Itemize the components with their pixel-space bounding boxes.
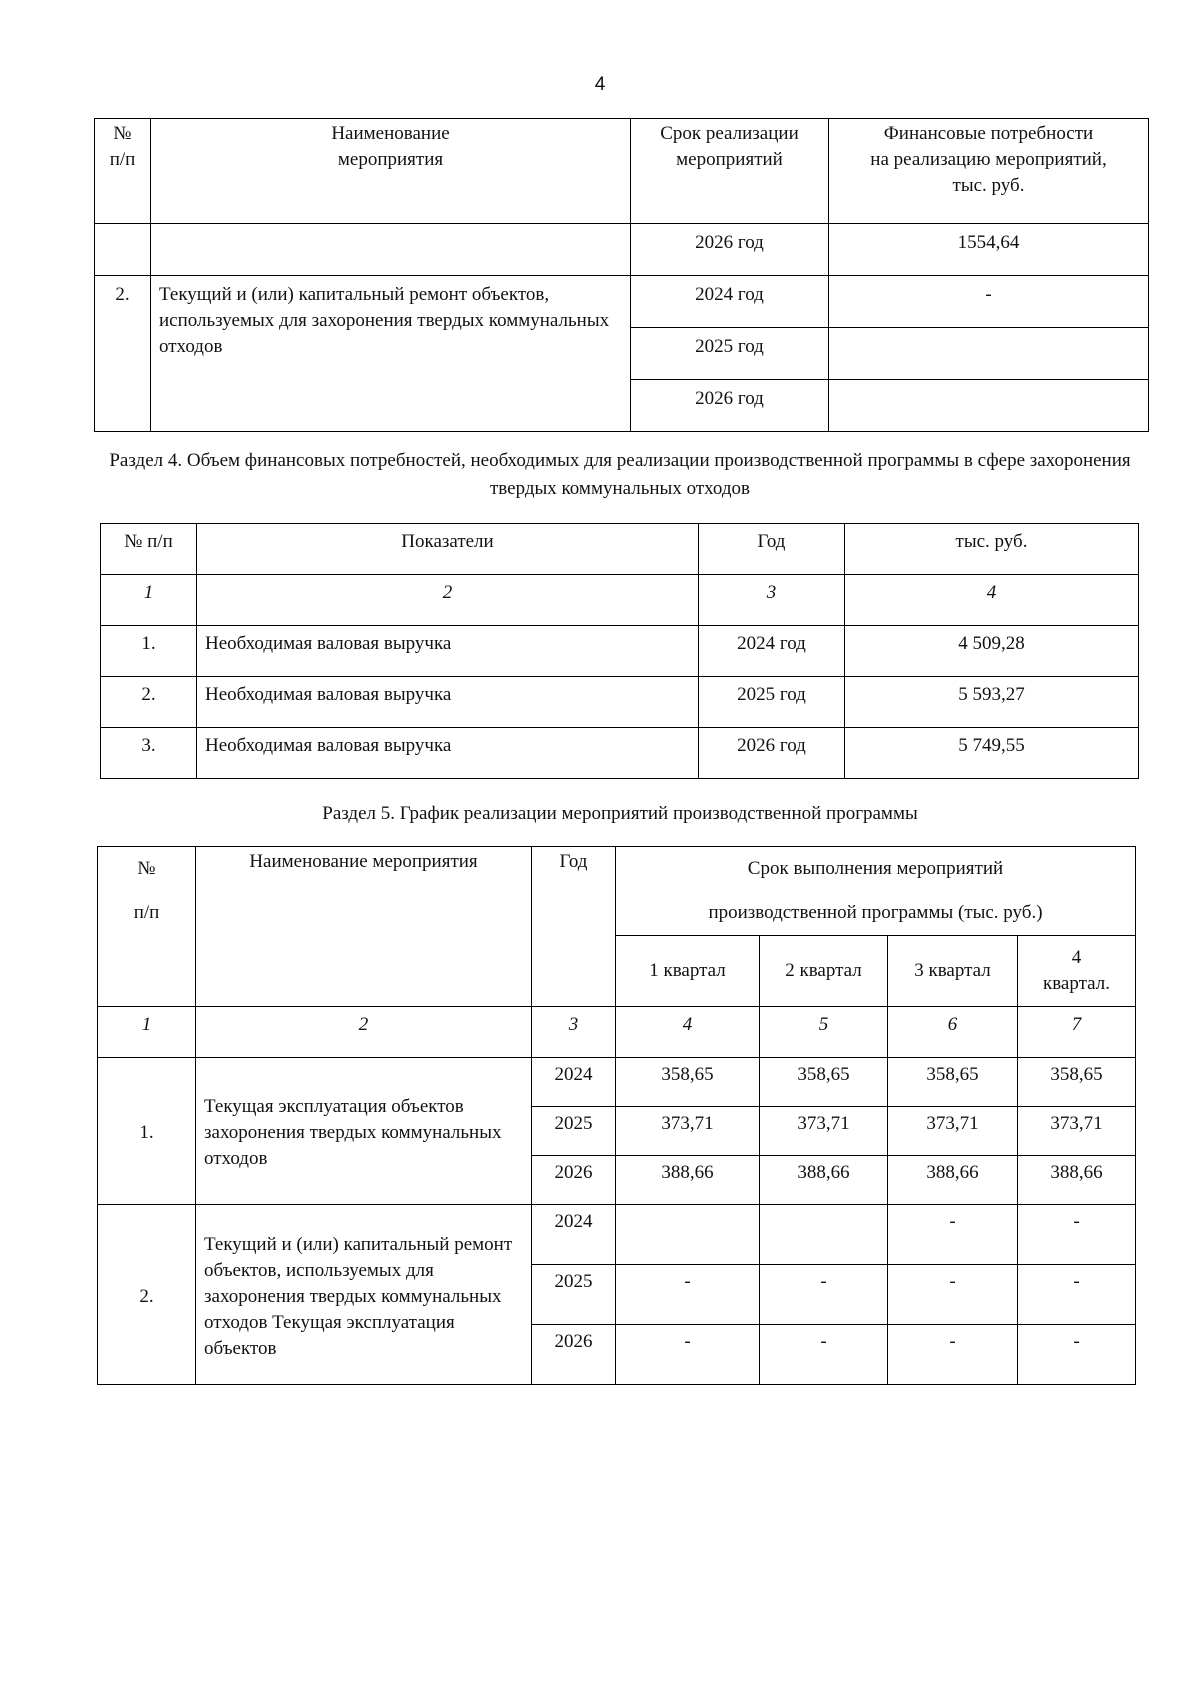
header-finance: Финансовые потребности на реализацию мероприятий, тыс. руб. <box>829 119 1149 224</box>
table-row <box>95 276 1149 328</box>
cell-amount <box>829 328 1149 380</box>
table-header-row <box>95 119 1149 224</box>
cell-q4: 373,71 <box>1018 1107 1136 1156</box>
col-number: 5 <box>760 1007 888 1058</box>
table-row <box>95 224 1149 276</box>
cell-num: 2. <box>98 1205 196 1385</box>
cell-q1: 388,66 <box>616 1156 760 1205</box>
col-number: 2 <box>197 575 699 626</box>
cell-indicator: Необходимая валовая выручка <box>197 626 699 677</box>
cell-empty <box>151 224 631 276</box>
col-number: 2 <box>196 1007 532 1058</box>
header-quarter-1: 1 квартал <box>616 936 760 1007</box>
cell-indicator: Необходимая валовая выручка <box>197 728 699 779</box>
cell-q2 <box>760 1205 888 1265</box>
cell-amount: - <box>829 276 1149 328</box>
table-row <box>101 626 1139 677</box>
header-quarter-2: 2 квартал <box>760 936 888 1007</box>
section5-heading: Раздел 5. График реализации мероприятий производственной программы <box>322 803 918 824</box>
cell-q2: - <box>760 1265 888 1325</box>
cell-q2: 388,66 <box>760 1156 888 1205</box>
cell-q3: - <box>888 1265 1018 1325</box>
table-row <box>101 677 1139 728</box>
cell-q3: - <box>888 1205 1018 1265</box>
cell-year: 2026 год <box>631 380 829 432</box>
header-quarter-3: 3 квартал <box>888 936 1018 1007</box>
cell-num: 2. <box>95 276 151 432</box>
cell-q2: - <box>760 1325 888 1385</box>
cell-q4: 388,66 <box>1018 1156 1136 1205</box>
cell-year: 2025 год <box>631 328 829 380</box>
col-number: 6 <box>888 1007 1018 1058</box>
cell-value: 5 749,55 <box>845 728 1139 779</box>
cell-q1: - <box>616 1325 760 1385</box>
column-number-row <box>101 575 1139 626</box>
header-term: Срок выполнения мероприятий производственной программы (тыс. руб.) <box>616 847 1136 936</box>
col-number: 1 <box>101 575 197 626</box>
col-number: 4 <box>845 575 1139 626</box>
cell-q3: - <box>888 1325 1018 1385</box>
header-name: Наименование мероприятия <box>196 847 532 1007</box>
header-name: Наименование мероприятия <box>151 119 631 224</box>
cell-measure-name: Текущий и (или) капитальный ремонт объектов, используемых для захоронения твердых коммунальных отходов Текущая эксплуатация объектов <box>196 1205 532 1385</box>
cell-year: 2025 <box>532 1107 616 1156</box>
header-year: Год <box>532 847 616 1007</box>
cell-num: 3. <box>101 728 197 779</box>
cell-value: 5 593,27 <box>845 677 1139 728</box>
cell-q4: - <box>1018 1205 1136 1265</box>
cell-q1 <box>616 1205 760 1265</box>
table-row <box>101 728 1139 779</box>
col-number: 4 <box>616 1007 760 1058</box>
table-row <box>98 1205 1136 1265</box>
header-year: Год <box>699 524 845 575</box>
financial-needs-table <box>100 523 1139 779</box>
cell-q1: 358,65 <box>616 1058 760 1107</box>
cell-indicator: Необходимая валовая выручка <box>197 677 699 728</box>
cell-q4: - <box>1018 1265 1136 1325</box>
cell-q4: - <box>1018 1325 1136 1385</box>
cell-year: 2024 год <box>631 276 829 328</box>
col-number: 3 <box>532 1007 616 1058</box>
cell-amount: 1554,64 <box>829 224 1149 276</box>
table-header-row <box>98 847 1136 936</box>
cell-num: 1. <box>101 626 197 677</box>
cell-measure-name: Текущая эксплуатация объектов захоронения твердых коммунальных отходов <box>196 1058 532 1205</box>
cell-year: 2026 год <box>699 728 845 779</box>
page-number: 4 <box>594 74 606 95</box>
cell-value: 4 509,28 <box>845 626 1139 677</box>
cell-empty <box>95 224 151 276</box>
section4-heading: Раздел 4. Объем финансовых потребностей, необходимых для реализации производственной программы в сфере захоронения твердых коммунальных отходов <box>109 450 1131 499</box>
cell-year: 2024 год <box>699 626 845 677</box>
header-num: № п/п <box>101 524 197 575</box>
measures-finance-table <box>94 118 1149 432</box>
cell-q3: 358,65 <box>888 1058 1018 1107</box>
col-number: 3 <box>699 575 845 626</box>
header-term: Срок реализации мероприятий <box>631 119 829 224</box>
table-row <box>98 1058 1136 1107</box>
cell-year: 2025 <box>532 1265 616 1325</box>
cell-q2: 373,71 <box>760 1107 888 1156</box>
cell-q3: 388,66 <box>888 1156 1018 1205</box>
header-num: № п/п <box>98 847 196 1007</box>
header-indicator: Показатели <box>197 524 699 575</box>
header-quarter-4: 4 квартал. <box>1018 936 1136 1007</box>
table-header-row <box>101 524 1139 575</box>
col-number: 1 <box>98 1007 196 1058</box>
header-num: № п/п <box>95 119 151 224</box>
cell-num: 2. <box>101 677 197 728</box>
cell-num: 1. <box>98 1058 196 1205</box>
cell-amount <box>829 380 1149 432</box>
cell-year: 2026 <box>532 1325 616 1385</box>
col-number: 7 <box>1018 1007 1136 1058</box>
cell-year: 2026 год <box>631 224 829 276</box>
cell-year: 2024 <box>532 1205 616 1265</box>
cell-measure-name: Текущий и (или) капитальный ремонт объектов, используемых для захоронения твердых коммунальных отходов <box>151 276 631 432</box>
column-number-row <box>98 1007 1136 1058</box>
cell-q2: 358,65 <box>760 1058 888 1107</box>
cell-q4: 358,65 <box>1018 1058 1136 1107</box>
cell-year: 2025 год <box>699 677 845 728</box>
cell-q1: 373,71 <box>616 1107 760 1156</box>
schedule-table <box>97 846 1136 1385</box>
cell-year: 2026 <box>532 1156 616 1205</box>
cell-q3: 373,71 <box>888 1107 1018 1156</box>
header-value: тыс. руб. <box>845 524 1139 575</box>
cell-q1: - <box>616 1265 760 1325</box>
cell-year: 2024 <box>532 1058 616 1107</box>
